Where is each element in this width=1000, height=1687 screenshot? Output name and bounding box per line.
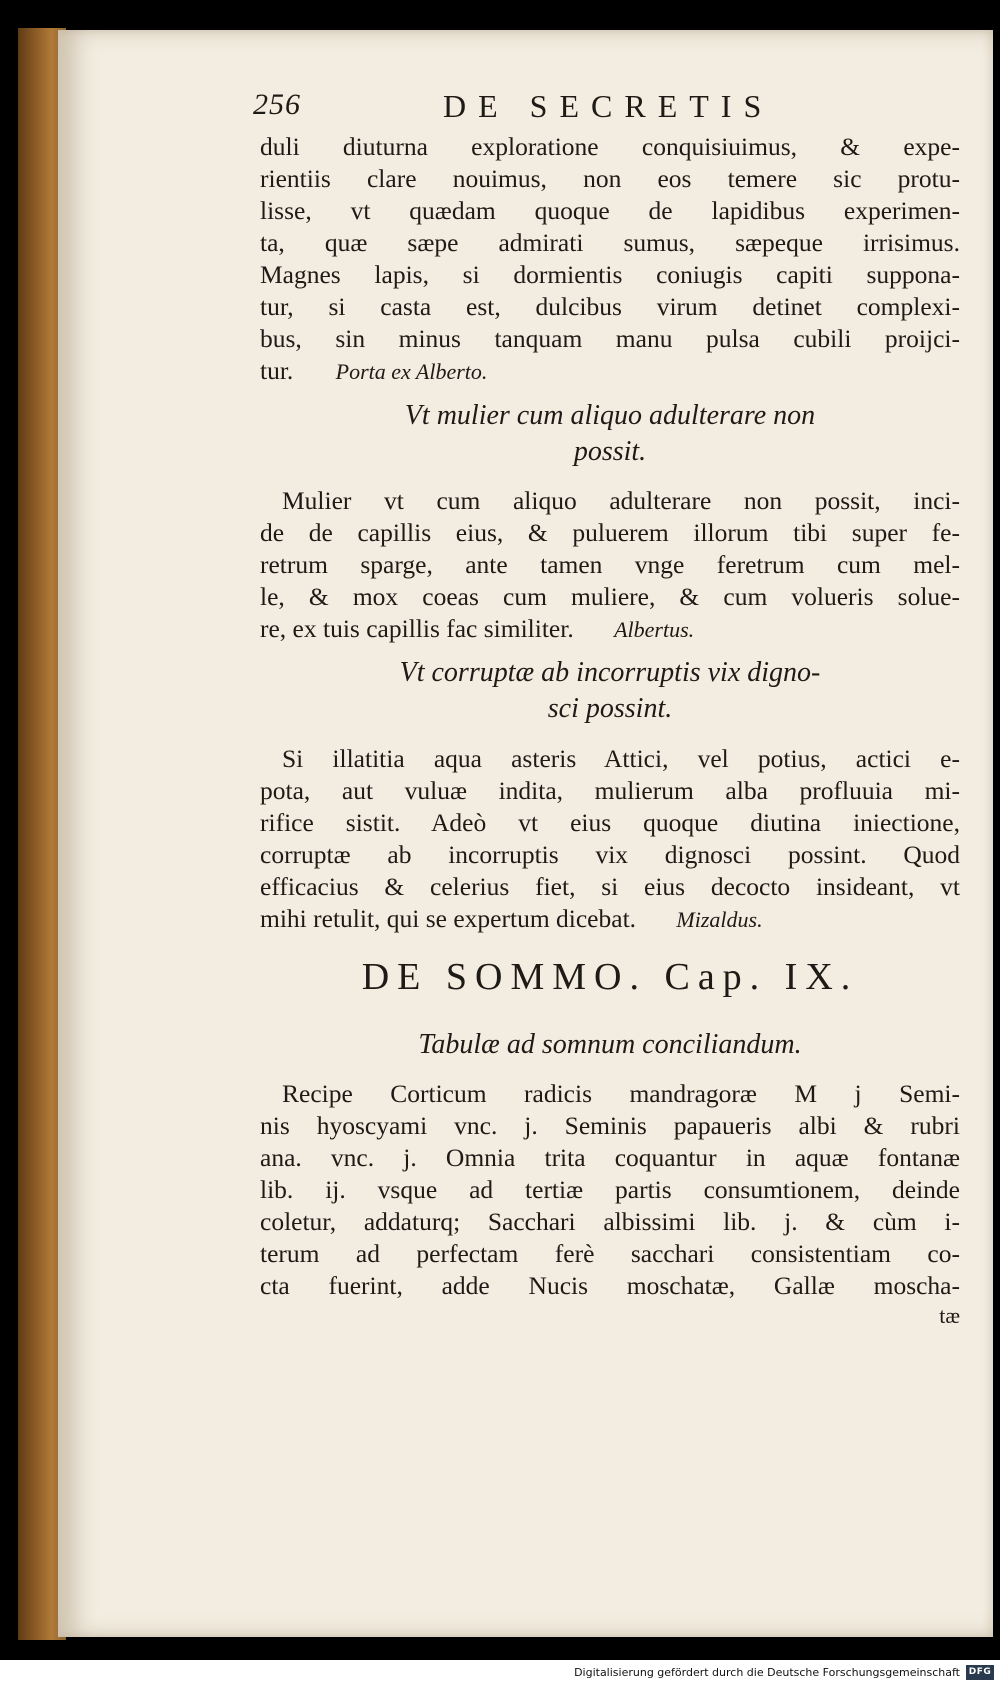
text-line: rientiis clare nouimus, non eos temere sic protu- [260,164,960,193]
source-citation: Mizaldus. [676,907,763,932]
text-line: cta fuerint, adde Nucis moschatæ, Gallæ moscha- [260,1271,960,1300]
section-heading: Vt mulier cum aliquo adulterare non [404,400,816,431]
text-line: coletur, addaturq; Sacchari albissimi lib. j. & cùm i- [260,1207,960,1236]
text-line-last [260,613,960,646]
text-line: Si illatitia aqua asteris Attici, vel potius, actici e- [282,744,960,773]
text-line: Mulier vt cum aliquo adulterare non possit, inci- [282,486,960,515]
text-fragment: tur. [260,356,294,385]
text-line: retrum sparge, ante tamen vnge feretrum cum mel- [260,550,960,579]
text-line: terum ad perfectam ferè sacchari consistentiam co- [260,1239,960,1268]
source-citation: Porta ex Alberto. [335,359,488,384]
section-heading: sci possint. [547,693,673,724]
text-line: pota, aut vuluæ indita, mulierum alba profluuia mi- [260,776,960,805]
chapter-heading: DE SOMMO. Cap. IX. [361,956,859,998]
text-line: de de capillis eius, & puluerem illorum tibi super fe- [260,518,960,547]
text-line: ana. vnc. j. Omnia trita coquantur in aquæ fontanæ [260,1143,960,1172]
text-fragment: mihi retulit, qui se expertum dicebat. [260,904,637,933]
source-citation: Albertus. [614,617,695,642]
section-heading: possit. [573,436,647,467]
text-line: tur, si casta est, dulcibus virum detinet complexi- [260,292,960,321]
page-number: 256 [253,88,301,121]
text-line-last [260,903,960,936]
section-heading: Vt corruptæ ab incorruptis vix digno- [399,657,821,688]
text-fragment: re, ex tuis capillis fac similiter. [260,614,574,643]
text-line-last [260,355,960,388]
digitization-footer [0,1661,1000,1687]
catchword: tæ [939,1303,960,1328]
text-line: lisse, vt quædam quoque de lapidibus experimen- [260,196,960,225]
running-title: DE SECRETIS [443,88,774,124]
text-line: Magnes lapis, si dormientis coniugis capiti suppona- [260,260,960,289]
text-line: efficacius & celerius fiet, si eius decocto insideant, vt [260,872,960,901]
text-line: ta, quæ sæpe admirati sumus, sæpeque irrisimus. [260,228,960,257]
text-line: rifice sistit. Adeò vt eius quoque diutina iniectione, [260,808,960,837]
text-line: nis hyoscyami vnc. j. Seminis papaueris albi & rubri [260,1111,960,1140]
text-line: Recipe Corticum radicis mandragoræ M j Semi- [282,1079,960,1108]
text-line: le, & mox coeas cum muliere, & cum volueris solue- [260,582,960,611]
section-heading: Tabulæ ad somnum conciliandum. [418,1029,802,1060]
dfg-logo: DFG [966,1665,994,1680]
text-line: corruptæ ab incorruptis vix dignosci possint. Quod [260,840,960,869]
text-line: bus, sin minus tanquam manu pulsa cubili proijci- [260,324,960,353]
digitization-credit: Digitalisierung gefördert durch die Deutsche Forschungsgemeinschaft [574,1666,960,1679]
text-line: lib. ij. vsque ad tertiæ partis consumtionem, deinde [260,1175,960,1204]
text-line: duli diuturna exploratione conquisiuimus, & expe- [260,132,960,161]
